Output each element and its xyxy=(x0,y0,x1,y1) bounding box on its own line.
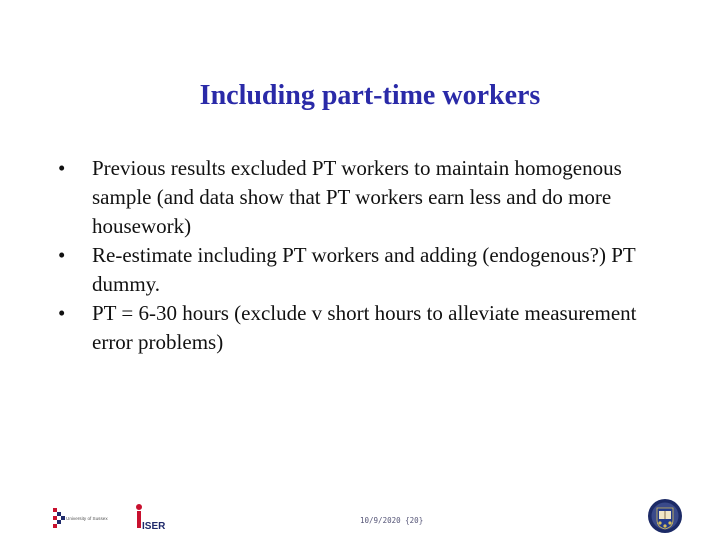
bullet-item xyxy=(54,154,664,241)
bullet-marker: • xyxy=(58,301,66,325)
slide-title: Including part-time workers xyxy=(199,80,541,111)
bullet-text: Re-estimate including PT workers and adding (endogenous?) PT dummy. xyxy=(92,243,636,296)
bullet-item xyxy=(54,241,664,299)
bullet-marker: • xyxy=(58,156,66,180)
university-crest-icon xyxy=(646,496,684,536)
university-of-sussex-logo xyxy=(50,500,122,532)
bullet-text: Previous results excluded PT workers to maintain homogenous sample (and data show that PT workers earn less and do more housework) xyxy=(92,156,622,238)
iser-logo xyxy=(132,500,172,532)
bullet-text: PT = 6-30 hours (exclude v short hours to alleviate measurement error problems) xyxy=(92,301,637,354)
footer-date-page: 10/9/2020 {20} xyxy=(360,516,424,525)
sussex-logo-text: University of Sussex xyxy=(66,516,108,521)
bullet-marker: • xyxy=(58,243,66,267)
iser-logo-text: ISER xyxy=(142,521,166,532)
bullet-list xyxy=(54,154,664,357)
bullet-item xyxy=(54,299,664,357)
